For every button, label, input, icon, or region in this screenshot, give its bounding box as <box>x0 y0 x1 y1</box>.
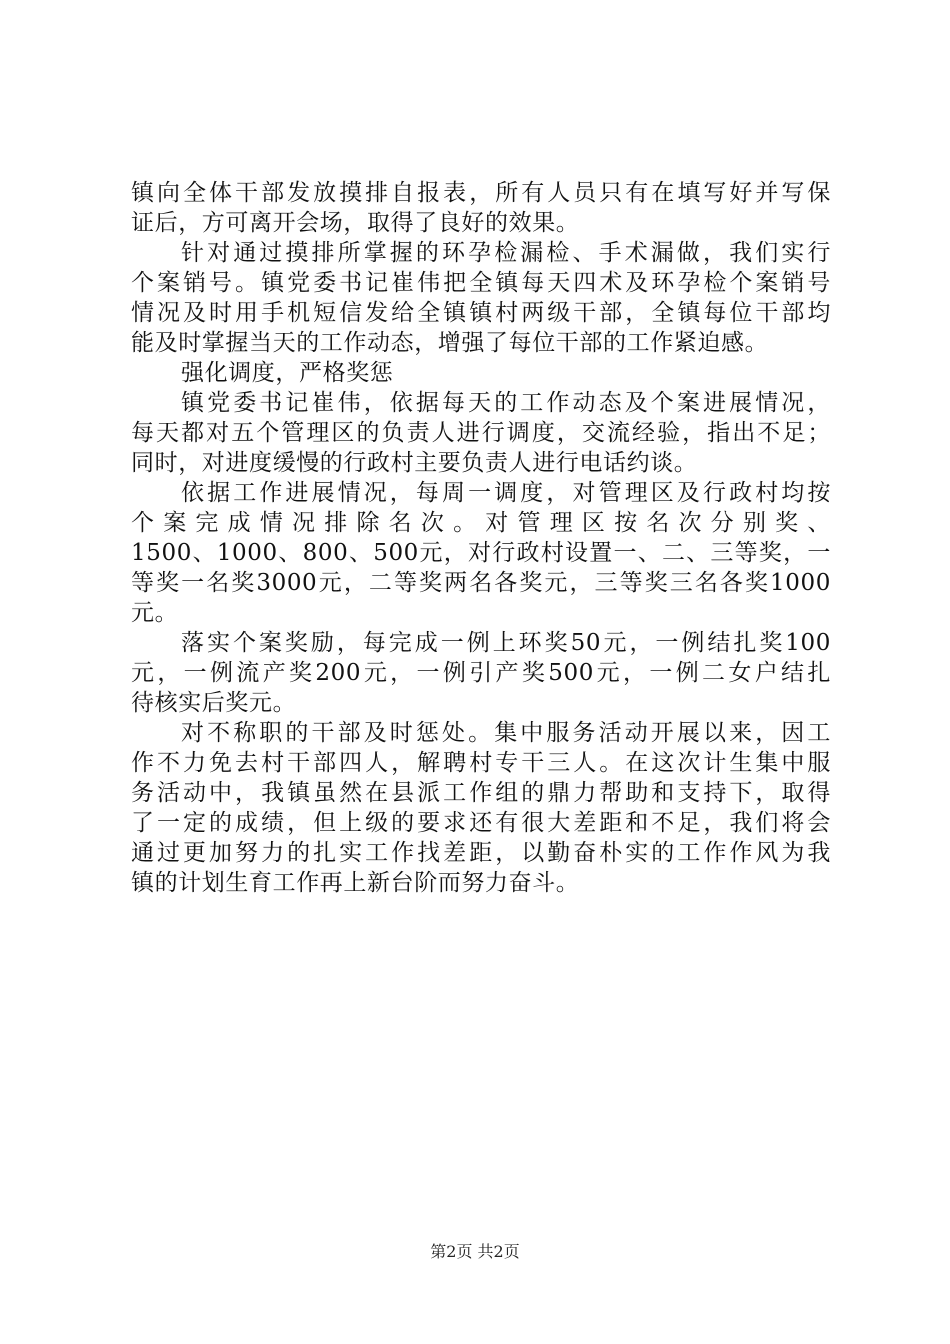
text-line: 通过更加努力的扎实工作找差距，以勤奋朴实的工作作风为我 <box>131 840 831 866</box>
text-line: 能及时掌握当天的工作动态，增强了每位干部的工作紧迫感。 <box>131 330 769 356</box>
section-heading: 强化调度，严格奖惩 <box>181 360 394 386</box>
text-line: 同时，对进度缓慢的行政村主要负责人进行电话约谈。 <box>131 450 698 476</box>
paragraph-start-line: 镇党委书记崔伟，依据每天的工作动态及个案进展情况， <box>181 390 831 416</box>
text-line: 每天都对五个管理区的负责人进行调度，交流经验，指出不足； <box>131 420 831 446</box>
paragraph-start-line: 依据工作进展情况，每周一调度，对管理区及行政村均按 <box>181 480 831 506</box>
text-line: 1500、1000、800、500元，对行政村设置一、二、三等奖，一 <box>131 540 831 566</box>
text-line: 证后，方可离开会场，取得了良好的效果。 <box>131 210 580 236</box>
text-line: 镇向全体干部发放摸排自报表，所有人员只有在填写好并写保 <box>131 180 831 206</box>
paragraph-start-line: 落实个案奖励，每完成一例上环奖50元，一例结扎奖100 <box>181 630 831 656</box>
paragraph-start-line: 对不称职的干部及时惩处。集中服务活动开展以来，因工 <box>181 720 831 746</box>
page-number-footer: 第2页 共2页 <box>430 1242 520 1261</box>
text-line: 个案完成情况排除名次。对管理区按名次分别奖、 <box>131 510 831 536</box>
text-line: 务活动中，我镇虽然在县派工作组的鼎力帮助和支持下，取得 <box>131 780 831 806</box>
text-line: 作不力免去村干部四人，解聘村专干三人。在这次计生集中服 <box>131 750 831 776</box>
text-line: 元。 <box>131 600 179 626</box>
text-line: 个案销号。镇党委书记崔伟把全镇每天四术及环孕检个案销号 <box>131 270 831 296</box>
text-line: 了一定的成绩，但上级的要求还有很大差距和不足，我们将会 <box>131 810 831 836</box>
text-line: 等奖一名奖3000元，二等奖两名各奖元，三等奖三名各奖1000 <box>131 570 831 596</box>
text-line: 待核实后奖元。 <box>131 690 297 716</box>
text-line: 情况及时用手机短信发给全镇镇村两级干部，全镇每位干部均 <box>131 300 831 326</box>
text-line: 元，一例流产奖200元，一例引产奖500元，一例二女户结扎 <box>131 660 831 686</box>
text-line: 镇的计划生育工作再上新台阶而努力奋斗。 <box>131 870 580 896</box>
paragraph-start-line: 针对通过摸排所掌握的环孕检漏检、手术漏做，我们实行 <box>181 240 831 266</box>
document-body <box>131 178 831 898</box>
